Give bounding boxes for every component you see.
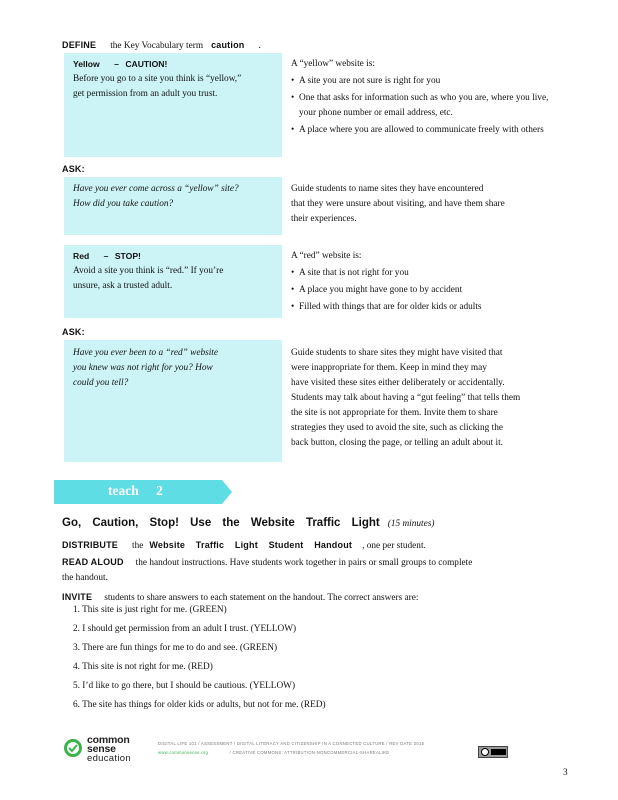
define-text: the Key Vocabulary term	[110, 41, 204, 51]
ask2-guide-line-2: were inappropriate for them. Keep in mind they may	[291, 363, 487, 373]
section-duration: (15 minutes)	[387, 519, 435, 529]
checkmark-icon	[64, 739, 82, 757]
define-label: DEFINE	[62, 40, 97, 50]
read-aloud-text-2: the handout.	[62, 573, 108, 583]
red-tag: STOP!	[114, 251, 141, 261]
ask2-guide-line-7: back button, closing the page, or telling an adult about it.	[291, 438, 503, 448]
teach-heading	[108, 483, 163, 499]
distribute-handout: Website Traffic Light Student Handout	[149, 540, 353, 550]
read-aloud-text-1: the handout instructions. Have students work together in pairs or small groups to complete	[135, 558, 473, 568]
yellow-bullet-2: • One that asks for information such as who you are, where you live, your phone number or email address, etc.	[291, 91, 561, 121]
red-box-content	[73, 249, 278, 294]
ask2-question-line-1: Have you ever been to a “red” website	[73, 348, 219, 358]
invite-text: students to share answers to each statement on the handout. The correct answers are:	[104, 593, 419, 603]
footer-line-1: DIGITAL LIFE 101 / ASSESSMENT / DIGITAL LITERACY AND CITIZENSHIP IN A CONNECTED CULTURE / REV DATE 2015	[158, 741, 425, 746]
define-term: caution	[211, 40, 245, 50]
yellow-dash: –	[114, 59, 119, 69]
yellow-title: Yellow	[73, 59, 100, 69]
ask-guide-2	[291, 346, 566, 451]
red-title: Red	[73, 251, 90, 261]
section-title-line	[62, 513, 434, 532]
red-bullets	[291, 266, 561, 315]
red-body-line-1: Avoid a site you think is “red.” If you’re	[73, 266, 224, 276]
answer-item-2: 2. I should get permission from an adult I trust. (YELLOW)	[73, 624, 297, 634]
footer-license: / CREATIVE COMMONS: ATTRIBUTION-NONCOMMERCIAL-SHAREALIKE	[229, 750, 390, 755]
yellow-bullet-1: • A site you are not sure is right for you	[291, 74, 561, 89]
ask-label-2: ASK:	[62, 327, 85, 337]
yellow-intro: A “yellow” website is:	[291, 59, 375, 69]
distribute-mid: the	[132, 541, 144, 551]
ask-question-1	[73, 182, 278, 212]
page-number: 3	[563, 768, 568, 778]
ask2-guide-line-4: Students may talk about having a “gut feeling” that tells them	[291, 393, 521, 403]
read-aloud-line-1	[62, 552, 562, 571]
ask-question-2	[73, 346, 278, 391]
ask1-question-line-1: Have you ever come across a “yellow” site?	[73, 184, 239, 194]
define-line	[62, 35, 261, 54]
red-bullet-2: • A place you might have gone to by accident	[291, 283, 561, 298]
ask2-question-line-2: you knew was not right for you? How	[73, 363, 213, 373]
yellow-definition	[291, 57, 561, 138]
logo-line-1: common	[87, 734, 130, 746]
define-period: .	[258, 41, 261, 51]
red-intro: A “red” website is:	[291, 251, 362, 261]
red-bullet-3: • Filled with things that are for older kids or adults	[291, 300, 561, 315]
yellow-tag: CAUTION!	[125, 59, 168, 69]
logo-line-2: sense	[87, 743, 116, 755]
ask2-guide-line-5: the site is not appropriate for them. Invite them to share	[291, 408, 498, 418]
red-title-line	[73, 249, 278, 264]
yellow-title-line	[73, 57, 278, 72]
ask2-guide-line-1: Guide students to share sites they might have visited that	[291, 348, 503, 358]
distribute-end: , one per student.	[362, 541, 426, 551]
answer-item-5: 5. I’d like to go there, but I should be cautious. (YELLOW)	[73, 681, 296, 691]
yellow-body-line-1: Before you go to a site you think is “yellow,”	[73, 74, 242, 84]
answers-list	[73, 601, 326, 715]
read-aloud-label: READ ALOUD	[62, 557, 124, 567]
read-aloud-block	[62, 552, 562, 586]
teach-number: 2	[156, 483, 163, 498]
red-bullet-1: • A site that is not right for you	[291, 266, 561, 281]
yellow-box-content	[73, 57, 278, 102]
red-body-line-2: unsure, ask a trusted adult.	[73, 281, 173, 291]
ask1-guide-line-3: their experiences.	[291, 214, 357, 224]
invite-label: INVITE	[62, 592, 93, 602]
footer-url[interactable]: www.commonsense.org	[158, 750, 209, 755]
answer-item-3: 3. There are fun things for me to do and see. (GREEN)	[73, 643, 278, 653]
footer-line-2	[158, 750, 389, 755]
ask1-guide-line-2: that they were unsure about visiting, and have them share	[291, 199, 505, 209]
ask1-question-line-2: How did you take caution?	[73, 199, 174, 209]
logo-wordmark	[87, 736, 131, 763]
ask2-guide-line-6: strategies they used to avoid the site, such as clicking the	[291, 423, 503, 433]
distribute-label: DISTRIBUTE	[62, 540, 118, 550]
logo-line-3: education	[87, 753, 131, 764]
teach-word: teach	[108, 483, 139, 498]
answer-item-4: 4. This site is not right for me. (RED)	[73, 662, 213, 672]
answer-item-1: 1. This site is just right for me. (GREEN)	[73, 605, 227, 615]
yellow-body-line-2: get permission from an adult you trust.	[73, 89, 218, 99]
answer-item-6: 6. The site has things for older kids or adults, but not for me. (RED)	[73, 700, 326, 710]
ask2-guide-line-3: have visited these sites either deliberately or accidentally.	[291, 378, 505, 388]
yellow-bullets	[291, 74, 561, 138]
yellow-bullet-3: • A place where you are allowed to communicate freely with others	[291, 123, 561, 138]
section-title: Go, Caution, Stop! Use the Website Traffic Light	[62, 517, 380, 529]
ask1-guide-line-1: Guide students to name sites they have encountered	[291, 184, 484, 194]
red-dash: –	[103, 251, 109, 261]
ask-guide-1	[291, 182, 566, 227]
creative-commons-badge-icon	[478, 746, 508, 758]
ask-label-1: ASK:	[62, 164, 85, 174]
red-definition	[291, 249, 561, 315]
ask2-question-line-3: could you tell?	[73, 378, 129, 388]
